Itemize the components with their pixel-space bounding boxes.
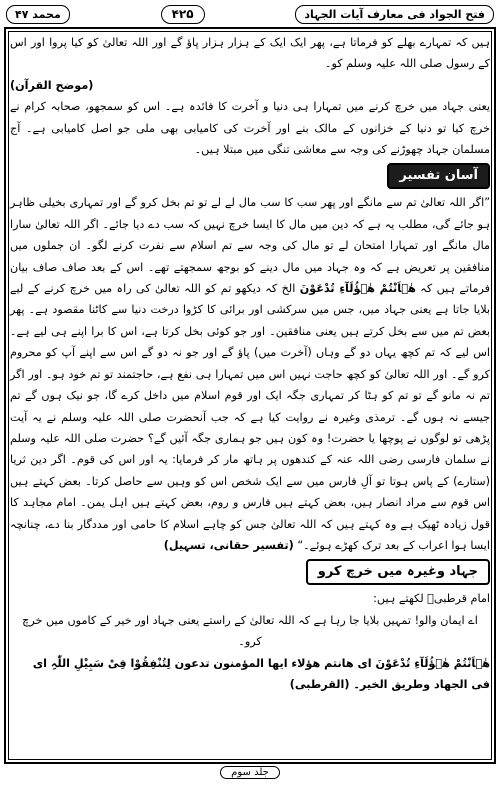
book-title: فتح الجواد فی معارف آیات الجہاد: [295, 5, 494, 24]
tafseer-text-1: ”اگر اللہ تعالیٰ تم سے مانگے اور پھر سب کا سب مال لے لے تو تم بخل کرو گے اور تمہاری بخیلی ظاہر ہو جائے گی، مطلب یہ ہے کہ دین میں مال کا ایسا خرچ نہیں کہ سب دے دیا جائے۔ اگر اللہ تعالیٰ سارا مال مانگے اور تمہارا امتحان لے تو مال کی وجہ سے تم اسلام سے نفرت کرنے لگو۔ ان جملوں میں منافقین پر تعریض ہے کہ وہ جہاد میں مال دینے کو بوجھ سمجھتے تھے۔ اس کے بعد صاف صاف بیان فرماتے ہیں کہ: [10, 196, 490, 296]
surah-label: محمد ۴۷: [6, 5, 70, 24]
paragraph-explanation: یعنی جہاد میں خرچ کرنے میں تمہارا ہی دنیا و آخرت کا فائدہ ہے۔ اس کو سمجھو، صحابہ کرام نے خرچ کیا تو دنیا کے خزانوں کے مالک بنے اور آخرت کی کامیابی بھی ملی جو اصل کامیابی ہے۔ آج مسلمان جہاد چھوڑنے کی وجہ سے معاشی تنگی میں مبتلا ہیں۔: [10, 100, 490, 157]
page-number: ۴۲۵: [161, 5, 205, 24]
paragraph-tafseer: [10, 192, 490, 556]
heading-jihad-kharch: جہاد وغیرہ میں خرچ کرو: [306, 559, 490, 585]
paragraph-intro-text: ہیں کہ تمہارے بھلے کو فرماتا ہے، پھر ایک ایک کے ہزار ہزار پاؤ گے اور اللہ تعالیٰ کو کیا پروا اور اس کے رسول صلی اللہ علیہ وسلم کو۔: [10, 36, 490, 71]
heading-aasan-tafseer-wrap: [10, 160, 490, 192]
page-footer: [0, 767, 500, 783]
page-header: [6, 3, 494, 25]
heading-aasan-tafseer: آسان تفسیر: [387, 163, 490, 189]
reference-muzih: (موضح القرآن): [10, 78, 94, 92]
volume-label: جلد سوم: [220, 766, 280, 779]
arabic-verse-2: ھٰۤاَنْتُمْ ھٰۤؤُلَآءِ تُدْعَوْنَ ای ھانتم ھؤلاء ایھا المؤمنون تدعون لِتُنْفِقُوْا فِیْ سَبِیْلِ اللّٰہِ ای: [32, 656, 490, 670]
reference-haqqani: (تفسیر حقانی، تسہیل): [163, 538, 294, 552]
heading-jihad-kharch-wrap: [10, 556, 490, 588]
paragraph-qurtubi-intro: امام قرطبیؒ لکھتے ہیں:: [373, 592, 490, 606]
tafseer-text-2: الخ کہ دیکھو تم کو اللہ تعالیٰ کی راہ میں خرچ کرنے کے لیے بلایا جاتا ہے یعنی جہاد میں، جس میں سرکشی اور برائی کا کڑوا درخت دنیا سے کاٹنا مقصود ہے۔ پھر بعض تم میں سے بخل کرتے ہیں یعنی منافقین۔ اور جو کوئی بخل کرتا ہے، اس کا برا اپنے ہی لیے ہے۔ اس لیے کہ تم کچھ یہاں دو گے وہاں (آخرت میں) پاؤ گے اور جو نہ دو گے اس سے اپنے آپ کو محروم کرو گے۔ اور اللہ تعالیٰ کو کچھ حاجت نہیں اس میں تمہارا ہی نفع ہے، حاجتمند تو تم خود ہو۔ اور اگر تم نہ مانو گے تو تم کو ہٹا کر تمہاری جگہ ایک اور قوم اسلام میں داخل کرے گا، جو نیک ہوں گے تم جیسے نہ ہوں گے۔ ترمذی وغیرہ نے روایت کیا ہے کہ جب آنحضرت صلی اللہ علیہ وسلم نے یہ آیت پڑھی تو لوگوں نے پوچھا یا حضرت! وہ کون ہیں جو ہماری جگہ آئیں گے؟ حضرت صلی اللہ علیہ وسلم نے سلمان فارسی رضی اللہ عنہ کے کندھوں پر ہاتھ مار کر فرمایا: یہ اور اس کی قوم۔ اگر دین ثریا (ستارے) کے پاس ہوتا تو آلِ فارس میں سے ایک شخص اس کو وہیں سے حاصل کرتا۔ بعض کہتے ہیں اس قوم سے مراد انصار ہیں، بعض کہتے ہیں فارس و روم، بعض کہتے ہیں اہل یمن۔ امام مجاہد کا قول زیادہ ٹھیک ہے وہ کہتے ہیں کہ اللہ تعالیٰ جس کو چاہے اسلام کا حامی اور مددگار بنا دے، چنانچہ ایسا ہوا اعراب کے بعد ترک کھڑے ہوئے۔“: [10, 282, 490, 552]
arabic-qurtubi: فی الجھاد وطریق الخیر۔ (القرطبی): [289, 677, 490, 691]
arabic-verse-1: ھٰۤاَنْتُمْ ھٰۤؤُلَآءِ تُدْعَوْنَ: [299, 282, 416, 296]
paragraph-intro: [10, 32, 490, 75]
page-content: [10, 32, 490, 695]
paragraph-qurtubi-translation: اے ایمان والو! تمہیں بلایا جا رہا ہے کہ اللہ تعالیٰ کے راستے یعنی جہاد اور خیر کے کاموں میں خرچ کرو۔: [22, 613, 478, 649]
